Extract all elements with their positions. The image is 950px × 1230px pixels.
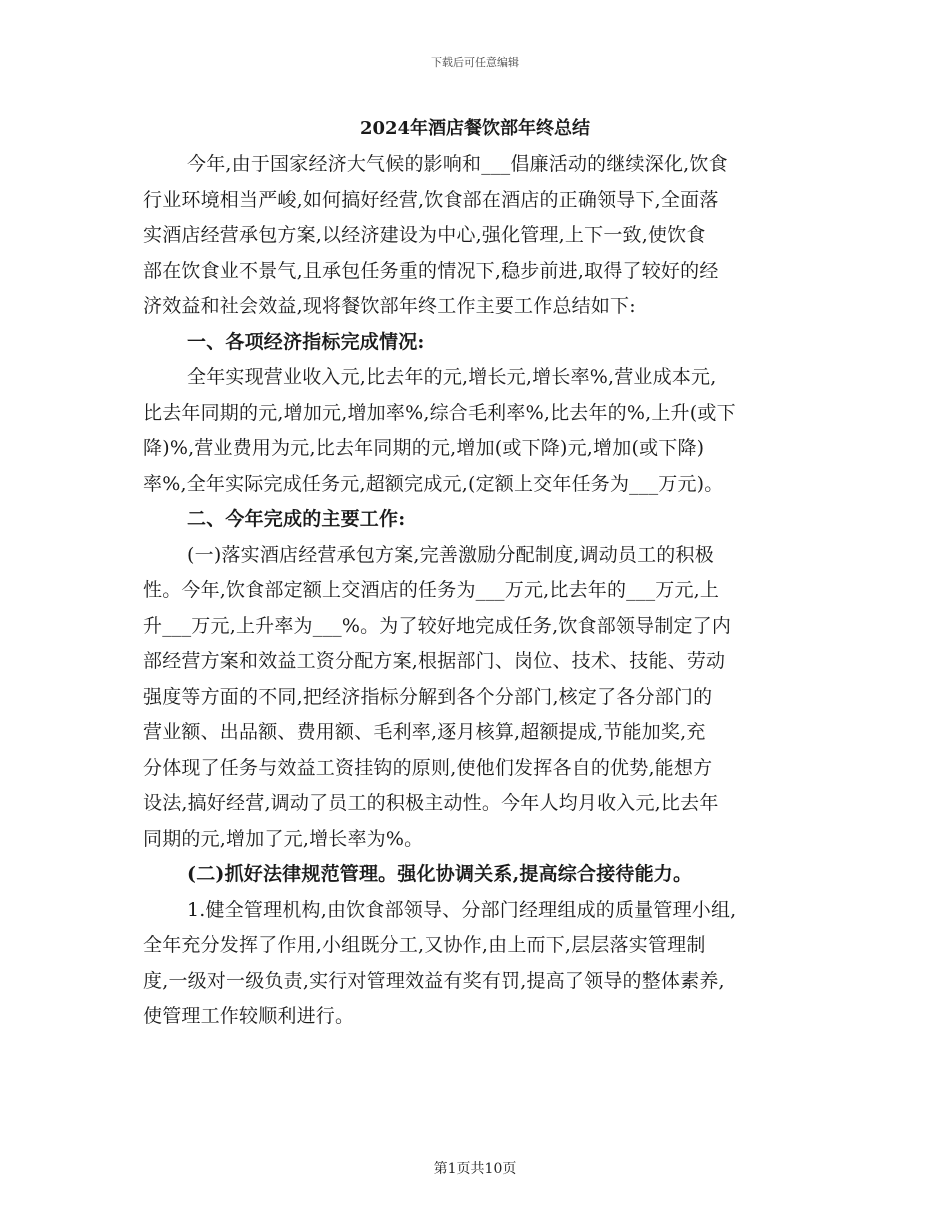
paragraph-line: 全年充分发挥了作用,小组既分工,又协作,由上而下,层层落实管理制 [143,934,706,956]
paragraph-line: 强度等方面的不同,把经济指标分解到各个分部门,核定了各分部门的 [143,685,713,708]
paragraph-line: 行业环境相当严峻,如何搞好经营,饮食部在酒店的正确领导下,全面落 [143,188,719,211]
page-number: 第1页共10页 [433,1161,517,1177]
paragraph-line: 率%,全年实际完成任务元,超额完成元,(定额上交年任务为___万元)。 [143,472,724,495]
paragraph-line: 使管理工作较顺利进行。 [143,1005,355,1027]
paragraph-line: 升___万元,上升率为___%。为了较好地完成任务,饮食部领导制定了内 [143,614,732,637]
header-note: 下载后可任意编辑 [431,56,519,69]
paragraph-line: 比去年同期的元,增加元,增加率%,综合毛利率%,比去年的%,上升(或下 [143,401,736,424]
paragraph-line: 同期的元,增加了元,增长率为%。 [143,827,424,850]
document-body [143,147,813,1035]
section-heading: 一、各项经济指标完成情况: [187,330,425,353]
paragraph-line: 性。今年,饮食部定额上交酒店的任务为___万元,比去年的___万元,上 [143,579,720,601]
paragraph-line: 设法,搞好经营,调动了员工的积极主动性。今年人均月收入元,比去年 [143,792,719,814]
paragraph-line: 全年实现营业收入元,比去年的元,增长元,增长率%,营业成本元, [187,366,717,388]
paragraph-line: 营业额、出品额、费用额、毛利率,逐月核算,超额提成,节能加奖,充 [143,721,706,743]
paragraph-line: (一)落实酒店经营承包方案,完善激励分配制度,调动员工的积极 [187,543,714,566]
paragraph-line: 降)%,营业费用为元,比去年同期的元,增加(或下降)元,增加(或下降) [143,437,705,459]
paragraph-line: 今年,由于国家经济大气候的影响和___倡廉活动的继续深化,饮食 [187,153,728,175]
paragraph-line: 济效益和社会效益,现将餐饮部年终工作主要工作总结如下: [143,295,636,317]
paragraph-line: 实酒店经营承包方案,以经济建设为中心,强化管理,上下一致,使饮食 [143,224,706,246]
paragraph-line: 部经营方案和效益工资分配方案,根据部门、岗位、技术、技能、劳动 [143,650,726,672]
document-title: 2024年酒店餐饮部年终总结 [359,118,591,139]
subsection-heading: (二)抓好法律规范管理。强化协调关系,提高综合接待能力。 [187,863,693,885]
section-heading: 二、今年完成的主要工作: [187,508,406,530]
paragraph-line: 1.健全管理机构,由饮食部领导、分部门经理组成的质量管理小组, [187,898,737,921]
paragraph-line: 部在饮食业不景气,且承包任务重的情况下,稳步前进,取得了较好的经 [143,259,719,282]
paragraph-line: 分体现了任务与效益工资挂钩的原则,使他们发挥各自的优势,能想方 [143,756,713,779]
paragraph-line: 度,一级对一级负责,实行对管理效益有奖有罚,提高了领导的整体素养, [143,969,725,992]
